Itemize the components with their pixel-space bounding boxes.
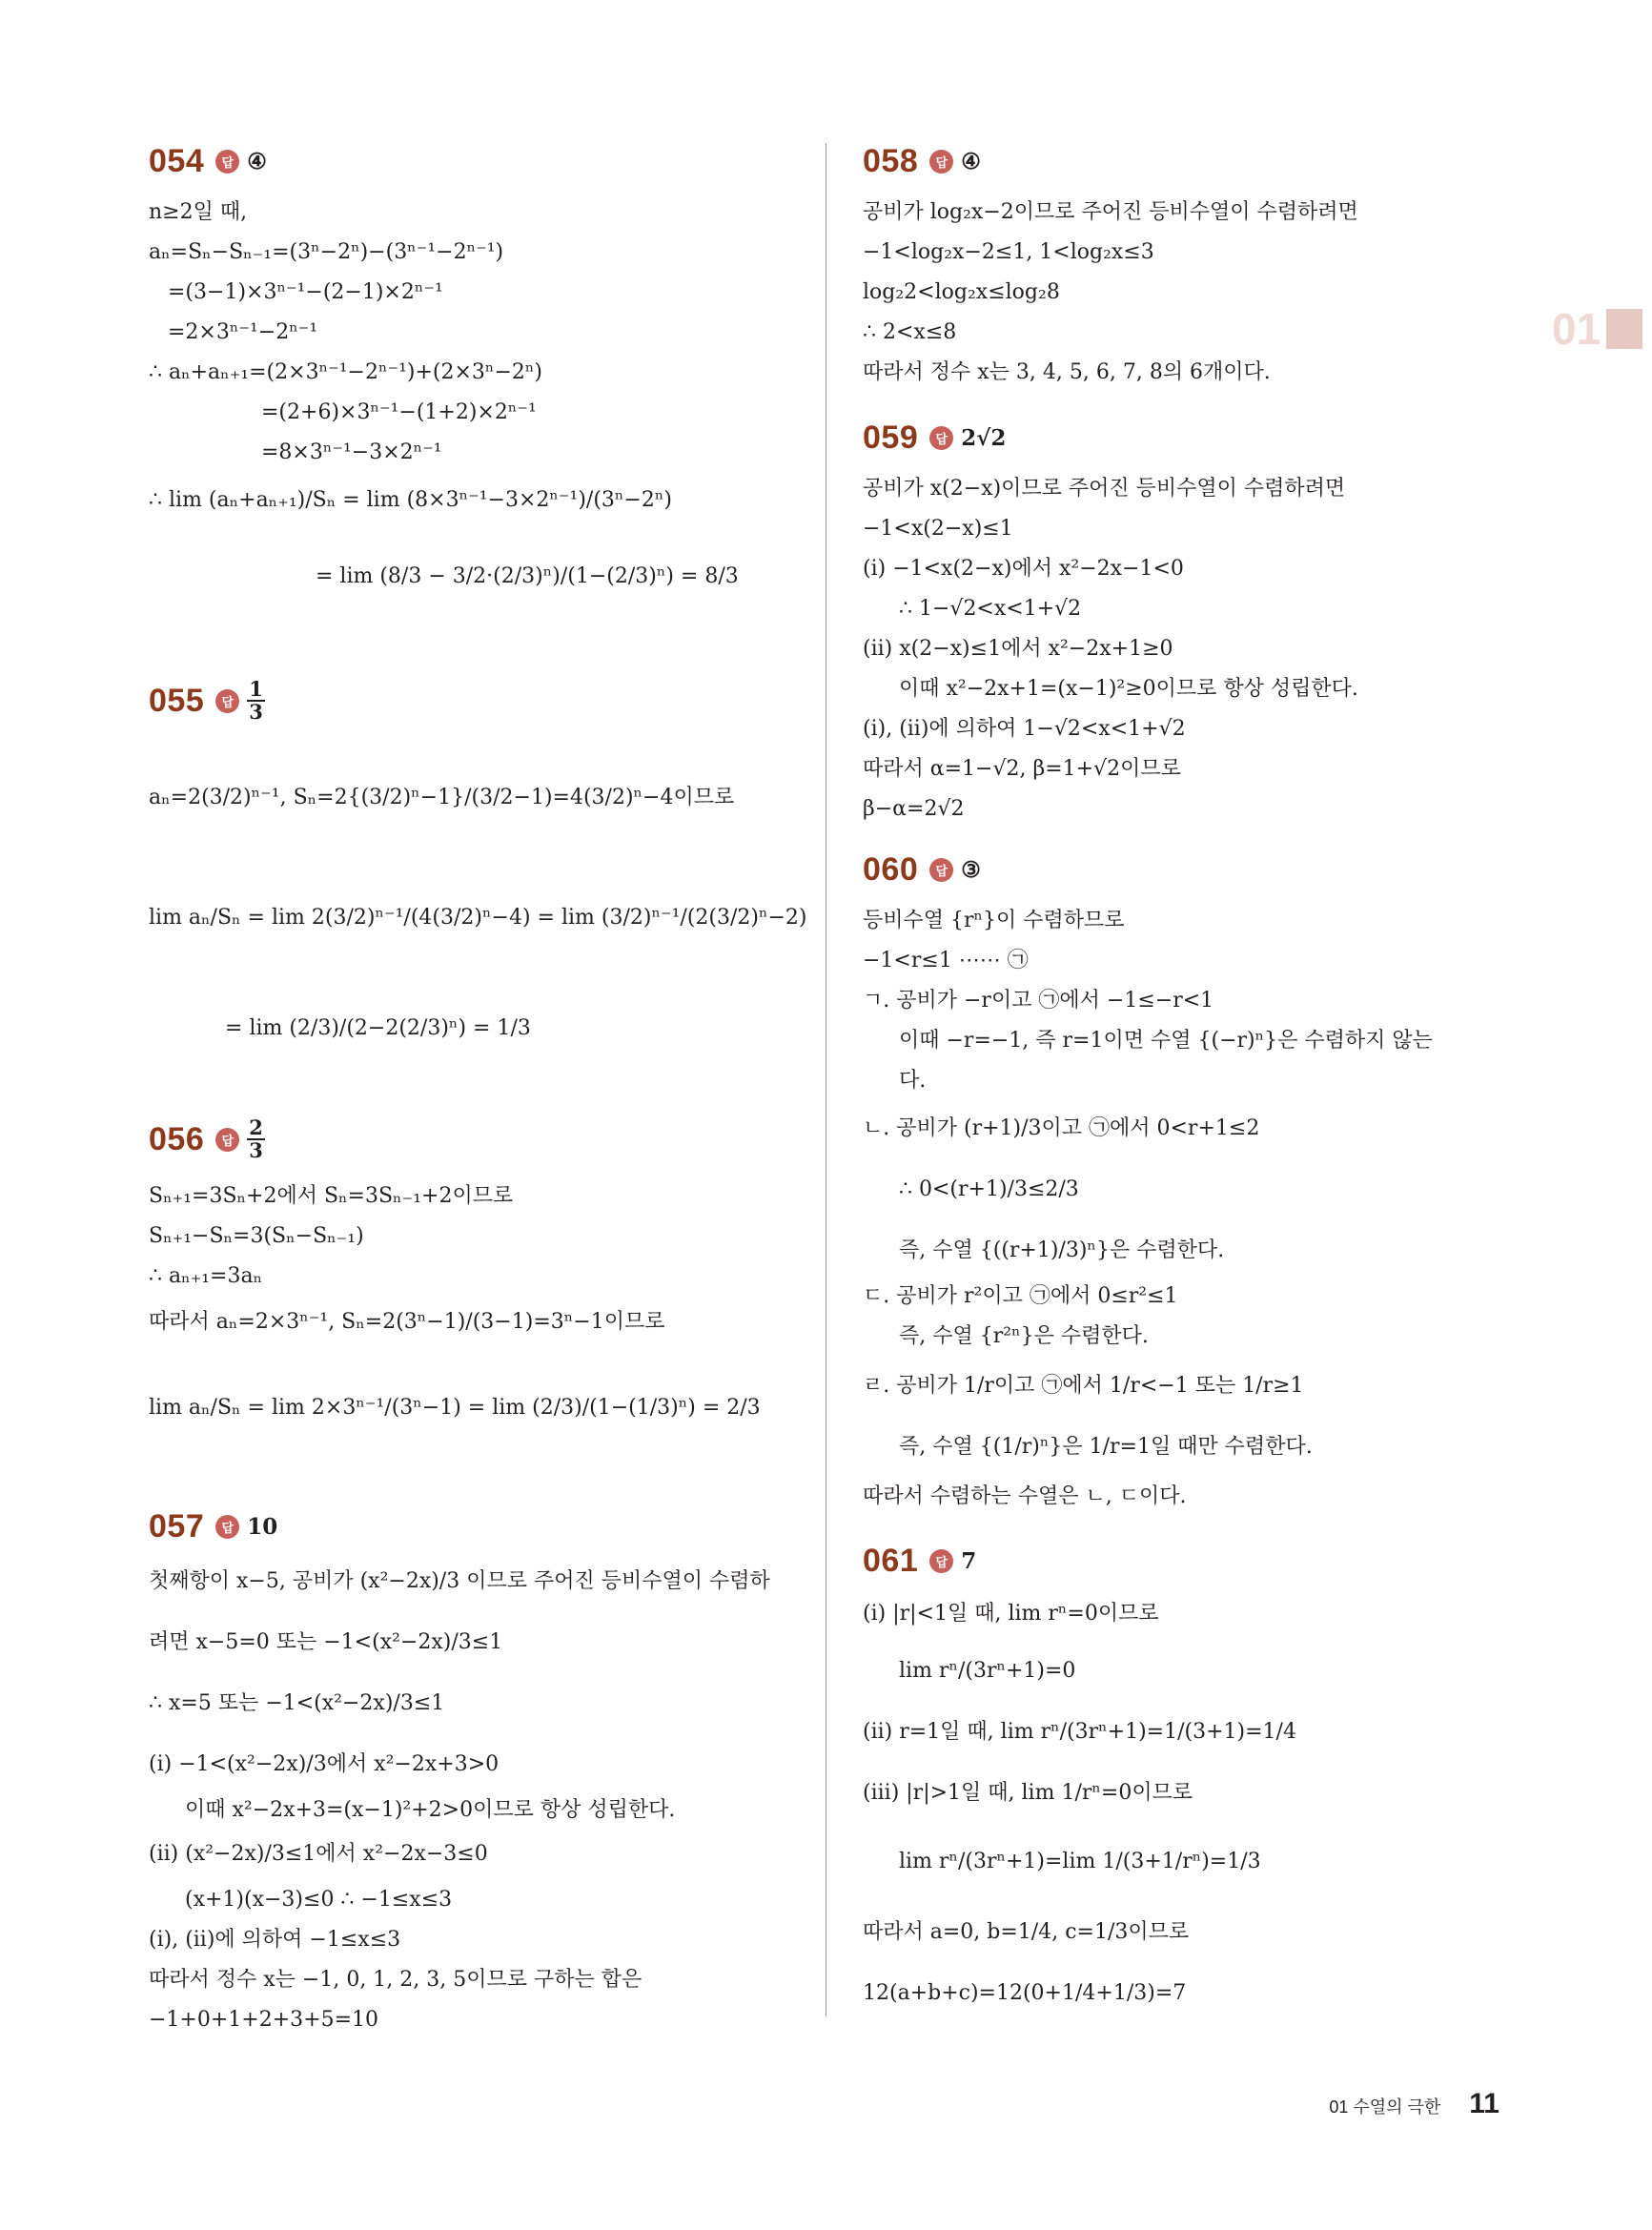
solution-line: n≥2일 때, <box>149 200 248 224</box>
chapter-tab-number: 01 <box>1552 304 1601 354</box>
answer-numerator: 1 <box>249 677 263 701</box>
solution-line: = lim (2/3)/(2−2(2/3)ⁿ) = 1/3 <box>225 1016 531 1040</box>
solution-line: ㄷ. 공비가 r²이고 ㉠에서 0≤r²≤1 <box>863 1284 1178 1308</box>
solution-line: lim rⁿ/(3rⁿ+1)=0 <box>899 1659 1076 1683</box>
problem-header-057 <box>149 1508 277 1545</box>
solution-line: 따라서 정수 x는 −1, 0, 1, 2, 3, 5이므로 구하는 합은 <box>149 1968 642 1992</box>
page-footer <box>1329 2088 1499 2120</box>
problem-number: 058 <box>863 143 919 179</box>
problem-header-060 <box>863 851 981 889</box>
solution-line: 즉, 수열 {((r+1)/3)ⁿ}은 수렴한다. <box>899 1238 1225 1262</box>
solution-line: 따라서 aₙ=2×3ⁿ⁻¹, Sₙ=2(3ⁿ−1)/(3−1)=3ⁿ−1이므로 <box>149 1310 665 1334</box>
solution-line: 첫째항이 x−5, 공비가 (x²−2x)/3 이므로 주어진 등비수열이 수렴하 <box>149 1569 770 1593</box>
solution-line: (i) |r|<1일 때, lim rⁿ=0이므로 <box>863 1602 1159 1626</box>
solution-line: ∴ lim (aₙ+aₙ₊₁)/Sₙ = lim (8×3ⁿ⁻¹−3×2ⁿ⁻¹)/(3ⁿ−2ⁿ) <box>149 488 672 512</box>
solution-line: −1<log₂x−2≤1, 1<log₂x≤3 <box>863 240 1154 264</box>
solution-line: 공비가 x(2−x)이므로 주어진 등비수열이 수렴하려면 <box>863 477 1346 501</box>
solution-line: (ii) (x²−2x)/3≤1에서 x²−2x−3≤0 <box>149 1842 488 1866</box>
answer-value <box>247 679 265 723</box>
answer-denominator: 3 <box>249 1138 263 1163</box>
solution-line: −1<r≤1 ⋯⋯ ㉠ <box>863 949 1029 972</box>
solution-line: ∴ aₙ+aₙ₊₁=(2×3ⁿ⁻¹−2ⁿ⁻¹)+(2×3ⁿ−2ⁿ) <box>149 360 542 384</box>
solution-line: β−α=2√2 <box>863 797 965 821</box>
solution-line: ∴ 1−√2<x<1+√2 <box>899 597 1082 621</box>
answer-badge-icon: 답 <box>215 689 239 713</box>
solution-line: ㄴ. 공비가 (r+1)/3이고 ㉠에서 0<r+1≤2 <box>863 1116 1260 1140</box>
answer-numerator: 2 <box>249 1115 263 1139</box>
solution-line: 즉, 수열 {r²ⁿ}은 수렴한다. <box>899 1324 1149 1348</box>
solution-line: Sₙ₊₁=3Sₙ+2에서 Sₙ=3Sₙ₋₁+2이므로 <box>149 1184 514 1208</box>
solution-line: =(3−1)×3ⁿ⁻¹−(2−1)×2ⁿ⁻¹ <box>168 280 443 304</box>
problem-number: 057 <box>149 1508 205 1545</box>
answer-value <box>247 1117 265 1161</box>
solution-line: 즉, 수열 {(1/r)ⁿ}은 1/r=1일 때만 수렴한다. <box>899 1435 1313 1459</box>
solution-line: (i), (ii)에 의하여 1−√2<x<1+√2 <box>863 717 1186 741</box>
answer-badge-icon: 답 <box>215 1128 239 1152</box>
solution-line: (i) −1<(x²−2x)/3에서 x²−2x+3>0 <box>149 1752 500 1776</box>
answer-value: ④ <box>247 149 267 174</box>
solution-line: ∴ x=5 또는 −1<(x²−2x)/3≤1 <box>149 1691 445 1715</box>
page-number: 11 <box>1469 2088 1499 2119</box>
solution-line: 이때 x²−2x+3=(x−1)²+2>0이므로 항상 성립한다. <box>185 1798 676 1822</box>
solution-line: 공비가 log₂x−2이므로 주어진 등비수열이 수렴하려면 <box>863 200 1358 224</box>
answer-badge-icon: 답 <box>929 1549 953 1573</box>
problem-header-055 <box>149 679 265 723</box>
problem-number: 055 <box>149 682 205 719</box>
solution-line: lim rⁿ/(3rⁿ+1)=lim 1/(3+1/rⁿ)=1/3 <box>899 1850 1261 1873</box>
problem-header-059 <box>863 419 1006 457</box>
solution-line: ㄱ. 공비가 −r이고 ㉠에서 −1≤−r<1 <box>863 989 1214 1013</box>
answer-badge-icon: 답 <box>929 426 953 450</box>
solution-line: ∴ 0<(r+1)/3≤2/3 <box>899 1177 1079 1201</box>
solution-line: 이때 x²−2x+1=(x−1)²≥0이므로 항상 성립한다. <box>899 677 1358 701</box>
chapter-tab-marker <box>1606 309 1642 349</box>
solution-line: ㄹ. 공비가 1/r이고 ㉠에서 1/r<−1 또는 1/r≥1 <box>863 1374 1304 1398</box>
solution-line: =2×3ⁿ⁻¹−2ⁿ⁻¹ <box>168 320 318 344</box>
solution-line: lim aₙ/Sₙ = lim 2×3ⁿ⁻¹/(3ⁿ−1) = lim (2/3)/(1−(1/3)ⁿ) = 2/3 <box>149 1396 761 1420</box>
answer-badge-icon: 답 <box>215 150 239 174</box>
answer-value: 2√2 <box>961 425 1007 451</box>
answer-badge-icon: 답 <box>929 150 953 174</box>
solution-line: −1+0+1+2+3+5=10 <box>149 2008 379 2032</box>
solution-line: 려면 x−5=0 또는 −1<(x²−2x)/3≤1 <box>149 1630 503 1654</box>
problem-number: 061 <box>863 1543 919 1579</box>
solution-line: 따라서 a=0, b=1/4, c=1/3이므로 <box>863 1920 1190 1944</box>
answer-value: 10 <box>247 1514 278 1540</box>
solution-line: (ii) x(2−x)≤1에서 x²−2x+1≥0 <box>863 637 1173 661</box>
solution-line: 등비수열 {rⁿ}이 수렴하므로 <box>863 909 1125 932</box>
footer-chapter-title: 01 수열의 극한 <box>1329 2097 1441 2117</box>
solution-line: ∴ aₙ₊₁=3aₙ <box>149 1264 263 1288</box>
answer-badge-icon: 답 <box>215 1515 239 1539</box>
solution-line: 따라서 수렴하는 수열은 ㄴ, ㄷ이다. <box>863 1484 1187 1508</box>
chapter-side-tab <box>1552 303 1642 355</box>
solution-line: 다. <box>899 1069 927 1093</box>
solution-line: log₂2<log₂x≤log₂8 <box>863 280 1060 304</box>
solution-line: 따라서 정수 x는 3, 4, 5, 6, 7, 8의 6개이다. <box>863 360 1271 384</box>
answer-denominator: 3 <box>249 700 263 725</box>
solution-line: aₙ=2(3/2)ⁿ⁻¹, Sₙ=2{(3/2)ⁿ−1}/(3/2−1)=4(3/2)ⁿ−4이므로 <box>149 786 735 809</box>
solution-line: 이때 −r=−1, 즉 r=1이면 수열 {(−r)ⁿ}은 수렴하지 않는 <box>899 1029 1433 1053</box>
answer-value: ③ <box>961 857 981 883</box>
problem-header-056 <box>149 1117 265 1161</box>
solution-line: = lim (8/3 − 3/2·(2/3)ⁿ)/(1−(2/3)ⁿ) = 8/3 <box>316 564 739 588</box>
solution-line: (i) −1<x(2−x)에서 x²−2x−1<0 <box>863 557 1184 581</box>
solution-line: ∴ 2<x≤8 <box>863 320 957 344</box>
solution-line: 12(a+b+c)=12(0+1/4+1/3)=7 <box>863 1981 1187 2005</box>
solution-line: =8×3ⁿ⁻¹−3×2ⁿ⁻¹ <box>261 440 442 464</box>
solution-line: (i), (ii)에 의하여 −1≤x≤3 <box>149 1928 401 1952</box>
solution-line: −1<x(2−x)≤1 <box>863 517 1013 541</box>
solution-line: aₙ=Sₙ−Sₙ₋₁=(3ⁿ−2ⁿ)−(3ⁿ⁻¹−2ⁿ⁻¹) <box>149 240 504 264</box>
problem-header-054 <box>149 143 267 180</box>
problem-header-061 <box>863 1543 976 1580</box>
answer-value: ④ <box>961 149 981 174</box>
problem-number: 059 <box>863 419 919 456</box>
solution-line: lim aₙ/Sₙ = lim 2(3/2)ⁿ⁻¹/(4(3/2)ⁿ−4) = lim (3/2)ⁿ⁻¹/(2(3/2)ⁿ−2) <box>149 906 807 930</box>
solution-line: 따라서 α=1−√2, β=1+√2이므로 <box>863 757 1181 781</box>
solution-line: =(2+6)×3ⁿ⁻¹−(1+2)×2ⁿ⁻¹ <box>261 400 537 424</box>
answer-badge-icon: 답 <box>929 858 953 882</box>
solution-line: (ii) r=1일 때, lim rⁿ/(3rⁿ+1)=1/(3+1)=1/4 <box>863 1720 1296 1744</box>
solution-line: (x+1)(x−3)≤0 ∴ −1≤x≤3 <box>185 1888 453 1912</box>
solution-line: Sₙ₊₁−Sₙ=3(Sₙ−Sₙ₋₁) <box>149 1224 364 1248</box>
solution-line: (iii) |r|>1일 때, lim 1/rⁿ=0이므로 <box>863 1781 1193 1805</box>
problem-number: 056 <box>149 1120 205 1157</box>
answer-value: 7 <box>961 1548 977 1574</box>
problem-header-058 <box>863 143 981 180</box>
problem-number: 060 <box>863 851 919 888</box>
problem-number: 054 <box>149 143 205 179</box>
